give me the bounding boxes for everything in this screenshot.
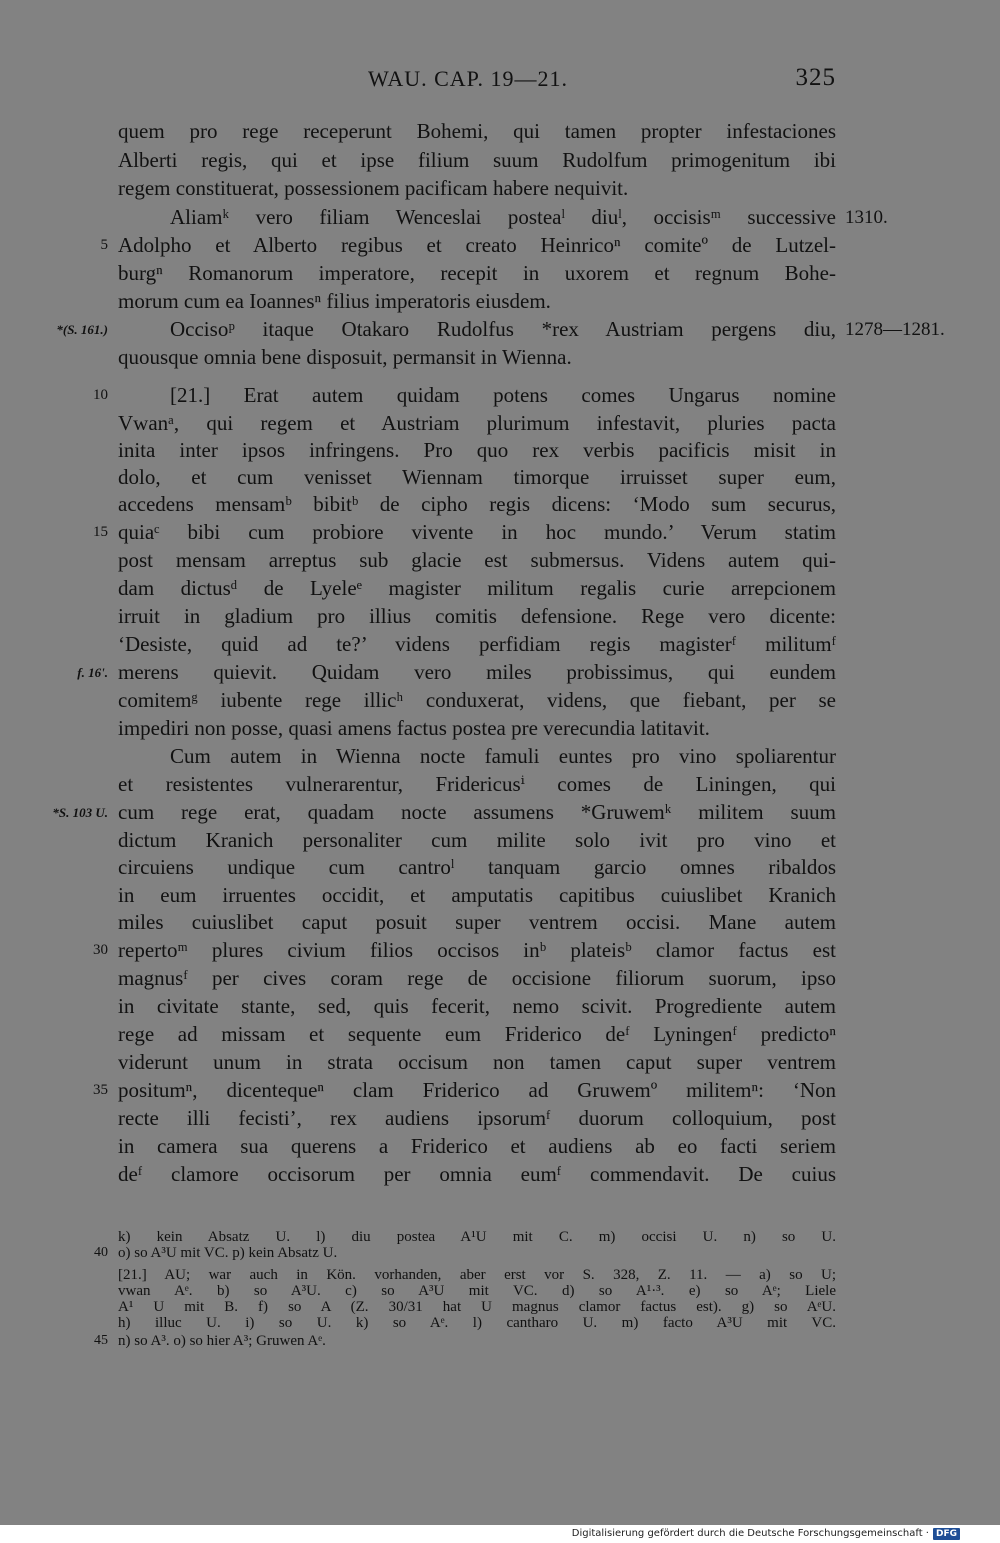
footnote-line: A¹ U mit B. f) so A (Z. 30/31 hat U magnus clamor factus est). g) so AᵉU.	[118, 1299, 836, 1315]
margin-reference: *S. 103 U.	[52, 805, 108, 820]
footnote-line: vwan Aᵉ. b) so A³U. c) so A³U mit VC. d) so A¹·³. e) so Aᵉ; Liele	[118, 1283, 836, 1299]
line-number: 5	[100, 237, 108, 253]
text-line: Aliamᵏ vero filiam Wenceslai posteaˡ diuˡ, occisisᵐ successive	[170, 205, 836, 229]
text-line: repertoᵐ plures civium filios occisos inᵇ plateisᵇ clamor factus est	[118, 938, 836, 962]
text-line: Alberti regis, qui et ipse filium suum Rudolfum primogenitum ibi	[118, 148, 836, 172]
text-line: in camera sua querens a Friderico et audiens ab eo facti seriem	[118, 1134, 836, 1158]
text-line: irruit in gladium pro illius comitis defensione. Rege vero dicente:	[118, 604, 836, 628]
text-line: quousque omnia bene disposuit, permansit in Wienna.	[118, 345, 572, 369]
footnote-line: k) kein Absatz U. l) diu postea A¹U mit C. m) occisi U. n) so U.	[118, 1229, 836, 1245]
page-number: 325	[795, 64, 836, 91]
text-line: inita inter ipsos infringens. Pro quo rex verbis pacificis misit in	[118, 438, 836, 462]
credit-text: Digitalisierung gefördert durch die Deutsche Forschungsgemeinschaft ·	[571, 1528, 929, 1539]
text-line: cum rege erat, quadam nocte assumens *Gruwemᵏ militem suum	[118, 800, 836, 824]
text-line: deᶠ clamore occisorum per omnia eumᶠ commendavit. De cuius	[118, 1162, 836, 1186]
line-number: 15	[93, 524, 108, 540]
text-line: circuiens undique cum cantroˡ tanquam garcio omnes ribaldos	[118, 855, 836, 879]
text-line: burgⁿ Romanorum imperatore, recepit in uxorem et regnum Bohe-	[118, 261, 836, 285]
footnote-line: n) so A³. o) so hier A³; Gruwen Aᵉ.	[118, 1333, 326, 1349]
dfg-logo[interactable]: DFG	[933, 1528, 960, 1540]
text-line: Vwanᵃ, qui regem et Austriam plurimum infestavit, pluries pacta	[118, 411, 836, 435]
text-line: in eum irruentes occidit, et amputatis capitibus cuiuslibet Kranich	[118, 883, 836, 907]
text-line: dictum Kranich personaliter cum milite solo ivit pro vino et	[118, 828, 836, 852]
line-number: 35	[93, 1082, 108, 1098]
text-line: post mensam arreptus sub glacie est submersus. Videns autem qui-	[118, 548, 836, 572]
text-line: in civitate stante, sed, quis fecerit, nemo scivit. Progrediente autem	[118, 994, 836, 1018]
text-line: miles cuiuslibet caput posuit super ventrem occisi. Mane autem	[118, 910, 836, 934]
text-line: ‘Desiste, quid ad te?’ videns perfidiam regis magisterᶠ militumᶠ	[118, 632, 836, 656]
text-line: merens quievit. Quidam vero miles probissimus, qui eundem	[118, 660, 836, 684]
footnote-line: o) so A³U mit VC. p) kein Absatz U.	[118, 1245, 338, 1261]
text-line: viderunt unum in strata occisum non tamen caput super ventrem	[118, 1050, 836, 1074]
text-line: recte illi fecisti’, rex audiens ipsorumᶠ duorum colloquium, post	[118, 1106, 836, 1130]
text-line: quiaᶜ bibi cum probiore vivente in hoc mundo.’ Verum statim	[118, 520, 836, 544]
text-line: quem pro rege receperunt Bohemi, qui tamen propter infestaciones	[118, 119, 836, 143]
footnote-line: [21.] AU; war auch in Kön. vorhanden, aber erst vor S. 328, Z. 11. — a) so U;	[118, 1267, 836, 1283]
running-title: WAU. CAP. 19—21.	[368, 66, 568, 91]
footnote-line-number: 45	[94, 1333, 108, 1348]
text-line: dolo, et cum venisset Wiennam timorque irruisset super eum,	[118, 465, 836, 489]
margin-reference: f. 16'.	[77, 665, 108, 680]
margin-date: 1310.	[845, 207, 888, 228]
text-line: Cum autem in Wienna nocte famuli euntes pro vino spoliarentur	[170, 744, 836, 768]
text-line: Occisoᵖ itaque Otakaro Rudolfus *rex Austriam pergens diu,	[170, 317, 836, 341]
footnote-line-number: 40	[94, 1245, 108, 1260]
text-line: [21.] Erat autem quidam potens comes Ungarus nomine	[170, 383, 836, 407]
funding-credit	[572, 1527, 960, 1541]
text-line: dam dictusᵈ de Lyeleᵉ magister militum regalis curie arrepcionem	[118, 576, 836, 600]
margin-date: 1278—1281.	[845, 319, 945, 340]
text-line: positumⁿ, dicentequeⁿ clam Friderico ad Gruwemº militemⁿ: ‘Non	[118, 1078, 836, 1102]
footnote-line: h) illuc U. i) so U. k) so Aᵉ. l) cantharo U. m) facto A³U mit VC.	[118, 1315, 836, 1331]
text-line: et resistentes vulnerarentur, Fridericusⁱ comes de Liningen, qui	[118, 772, 836, 796]
text-line: morum cum ea Ioannesⁿ filius imperatoris eiusdem.	[118, 289, 551, 313]
page-header	[118, 62, 836, 96]
text-line: accedens mensamᵇ bibitᵇ de cipho regis dicens: ‘Modo sum securus,	[118, 492, 836, 516]
text-line: regem constituerat, possessionem pacificam habere nequivit.	[118, 176, 629, 200]
text-line: impediri non posse, quasi amens factus postea pre verecundia latitavit.	[118, 716, 710, 740]
line-number: 10	[93, 387, 108, 403]
text-line: rege ad missam et sequente eum Friderico deᶠ Lyningenᶠ predictoⁿ	[118, 1022, 836, 1046]
text-line: comitemᵍ iubente rege illicʰ conduxerat, videns, que fiebant, per se	[118, 688, 836, 712]
line-number: 30	[93, 942, 108, 958]
text-line: magnusᶠ per cives coram rege de occisione filiorum suorum, ipso	[118, 966, 836, 990]
margin-reference: *(S. 161.)	[56, 322, 108, 337]
text-line: Adolpho et Alberto regibus et creato Heinricoⁿ comiteº de Lutzel-	[118, 233, 836, 257]
